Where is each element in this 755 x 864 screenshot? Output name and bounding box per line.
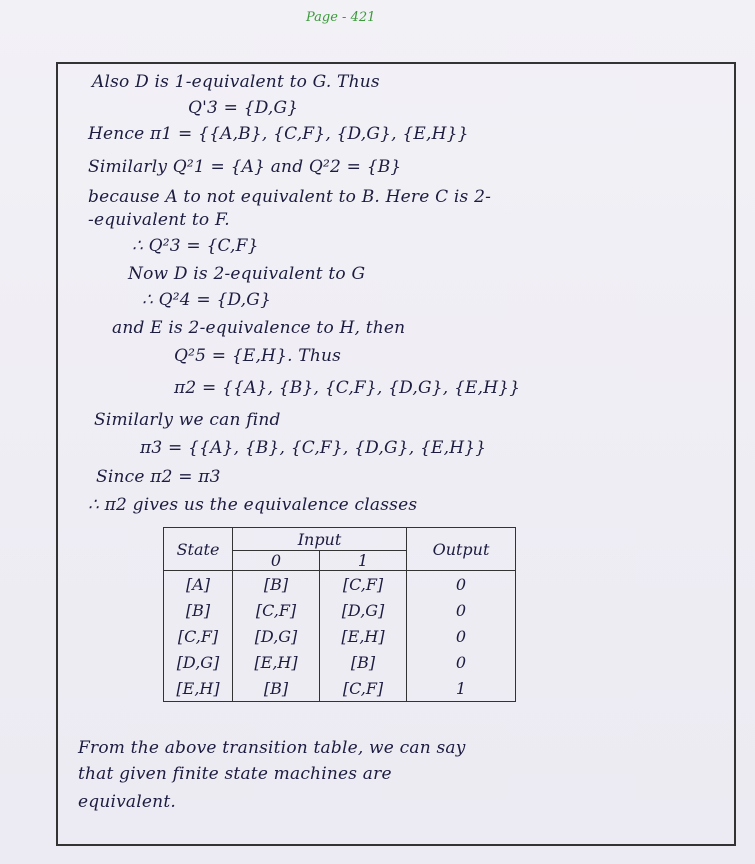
text-line-16: ∴ π2 gives us the equivalence classes xyxy=(88,495,418,515)
cell-state: [C,F] xyxy=(164,623,233,649)
header-input-1: 1 xyxy=(320,551,407,571)
text-line-13: Similarly we can find xyxy=(94,410,281,430)
cell-input-1: [B] xyxy=(320,649,407,675)
cell-input-1: [C,F] xyxy=(320,571,407,598)
conclusion-line-3: equivalent. xyxy=(78,792,176,812)
cell-output: 0 xyxy=(407,571,516,598)
text-line-1: Also D is 1-equivalent to G. Thus xyxy=(92,72,380,92)
cell-output: 0 xyxy=(407,597,516,623)
cell-input-0: [C,F] xyxy=(233,597,320,623)
cell-state: [B] xyxy=(164,597,233,623)
table-row xyxy=(164,571,516,598)
text-line-2: Q'3 = {D,G} xyxy=(188,98,299,118)
cell-input-0: [B] xyxy=(233,571,320,598)
cell-input-0: [E,H] xyxy=(233,649,320,675)
text-line-5: because A to not equivalent to B. Here C is 2- xyxy=(88,187,492,207)
text-line-8: Now D is 2-equivalent to G xyxy=(128,264,366,284)
text-line-15: Since π2 = π3 xyxy=(96,467,221,487)
header-state: State xyxy=(164,528,233,571)
page-number: Page - 421 xyxy=(306,10,376,25)
text-line-9: ∴ Q²4 = {D,G} xyxy=(142,290,272,310)
cell-state: [E,H] xyxy=(164,675,233,702)
text-line-3: Hence π1 = {{A,B}, {C,F}, {D,G}, {E,H}} xyxy=(88,124,469,144)
table-row xyxy=(164,597,516,623)
table-row xyxy=(164,623,516,649)
cell-state: [A] xyxy=(164,571,233,598)
table-row xyxy=(164,649,516,675)
text-line-11: Q²5 = {E,H}. Thus xyxy=(174,346,342,366)
text-line-6: -equivalent to F. xyxy=(88,210,230,230)
cell-input-1: [D,G] xyxy=(320,597,407,623)
conclusion-line-1: From the above transition table, we can say xyxy=(78,738,466,758)
table-row xyxy=(164,675,516,702)
cell-output: 0 xyxy=(407,649,516,675)
header-input: Input xyxy=(233,528,407,551)
transition-table xyxy=(163,527,516,702)
text-line-10: and E is 2-equivalence to H, then xyxy=(112,318,406,338)
cell-input-1: [C,F] xyxy=(320,675,407,702)
cell-output: 1 xyxy=(407,675,516,702)
cell-state: [D,G] xyxy=(164,649,233,675)
cell-output: 0 xyxy=(407,623,516,649)
text-line-4: Similarly Q²1 = {A} and Q²2 = {B} xyxy=(88,157,402,177)
conclusion-line-2: that given finite state machines are xyxy=(78,764,392,784)
text-line-12: π2 = {{A}, {B}, {C,F}, {D,G}, {E,H}} xyxy=(174,378,521,398)
text-line-7: ∴ Q²3 = {C,F} xyxy=(132,236,259,256)
cell-input-0: [D,G] xyxy=(233,623,320,649)
header-input-0: 0 xyxy=(233,551,320,571)
header-output: Output xyxy=(407,528,516,571)
cell-input-1: [E,H] xyxy=(320,623,407,649)
text-line-14: π3 = {{A}, {B}, {C,F}, {D,G}, {E,H}} xyxy=(140,438,487,458)
cell-input-0: [B] xyxy=(233,675,320,702)
